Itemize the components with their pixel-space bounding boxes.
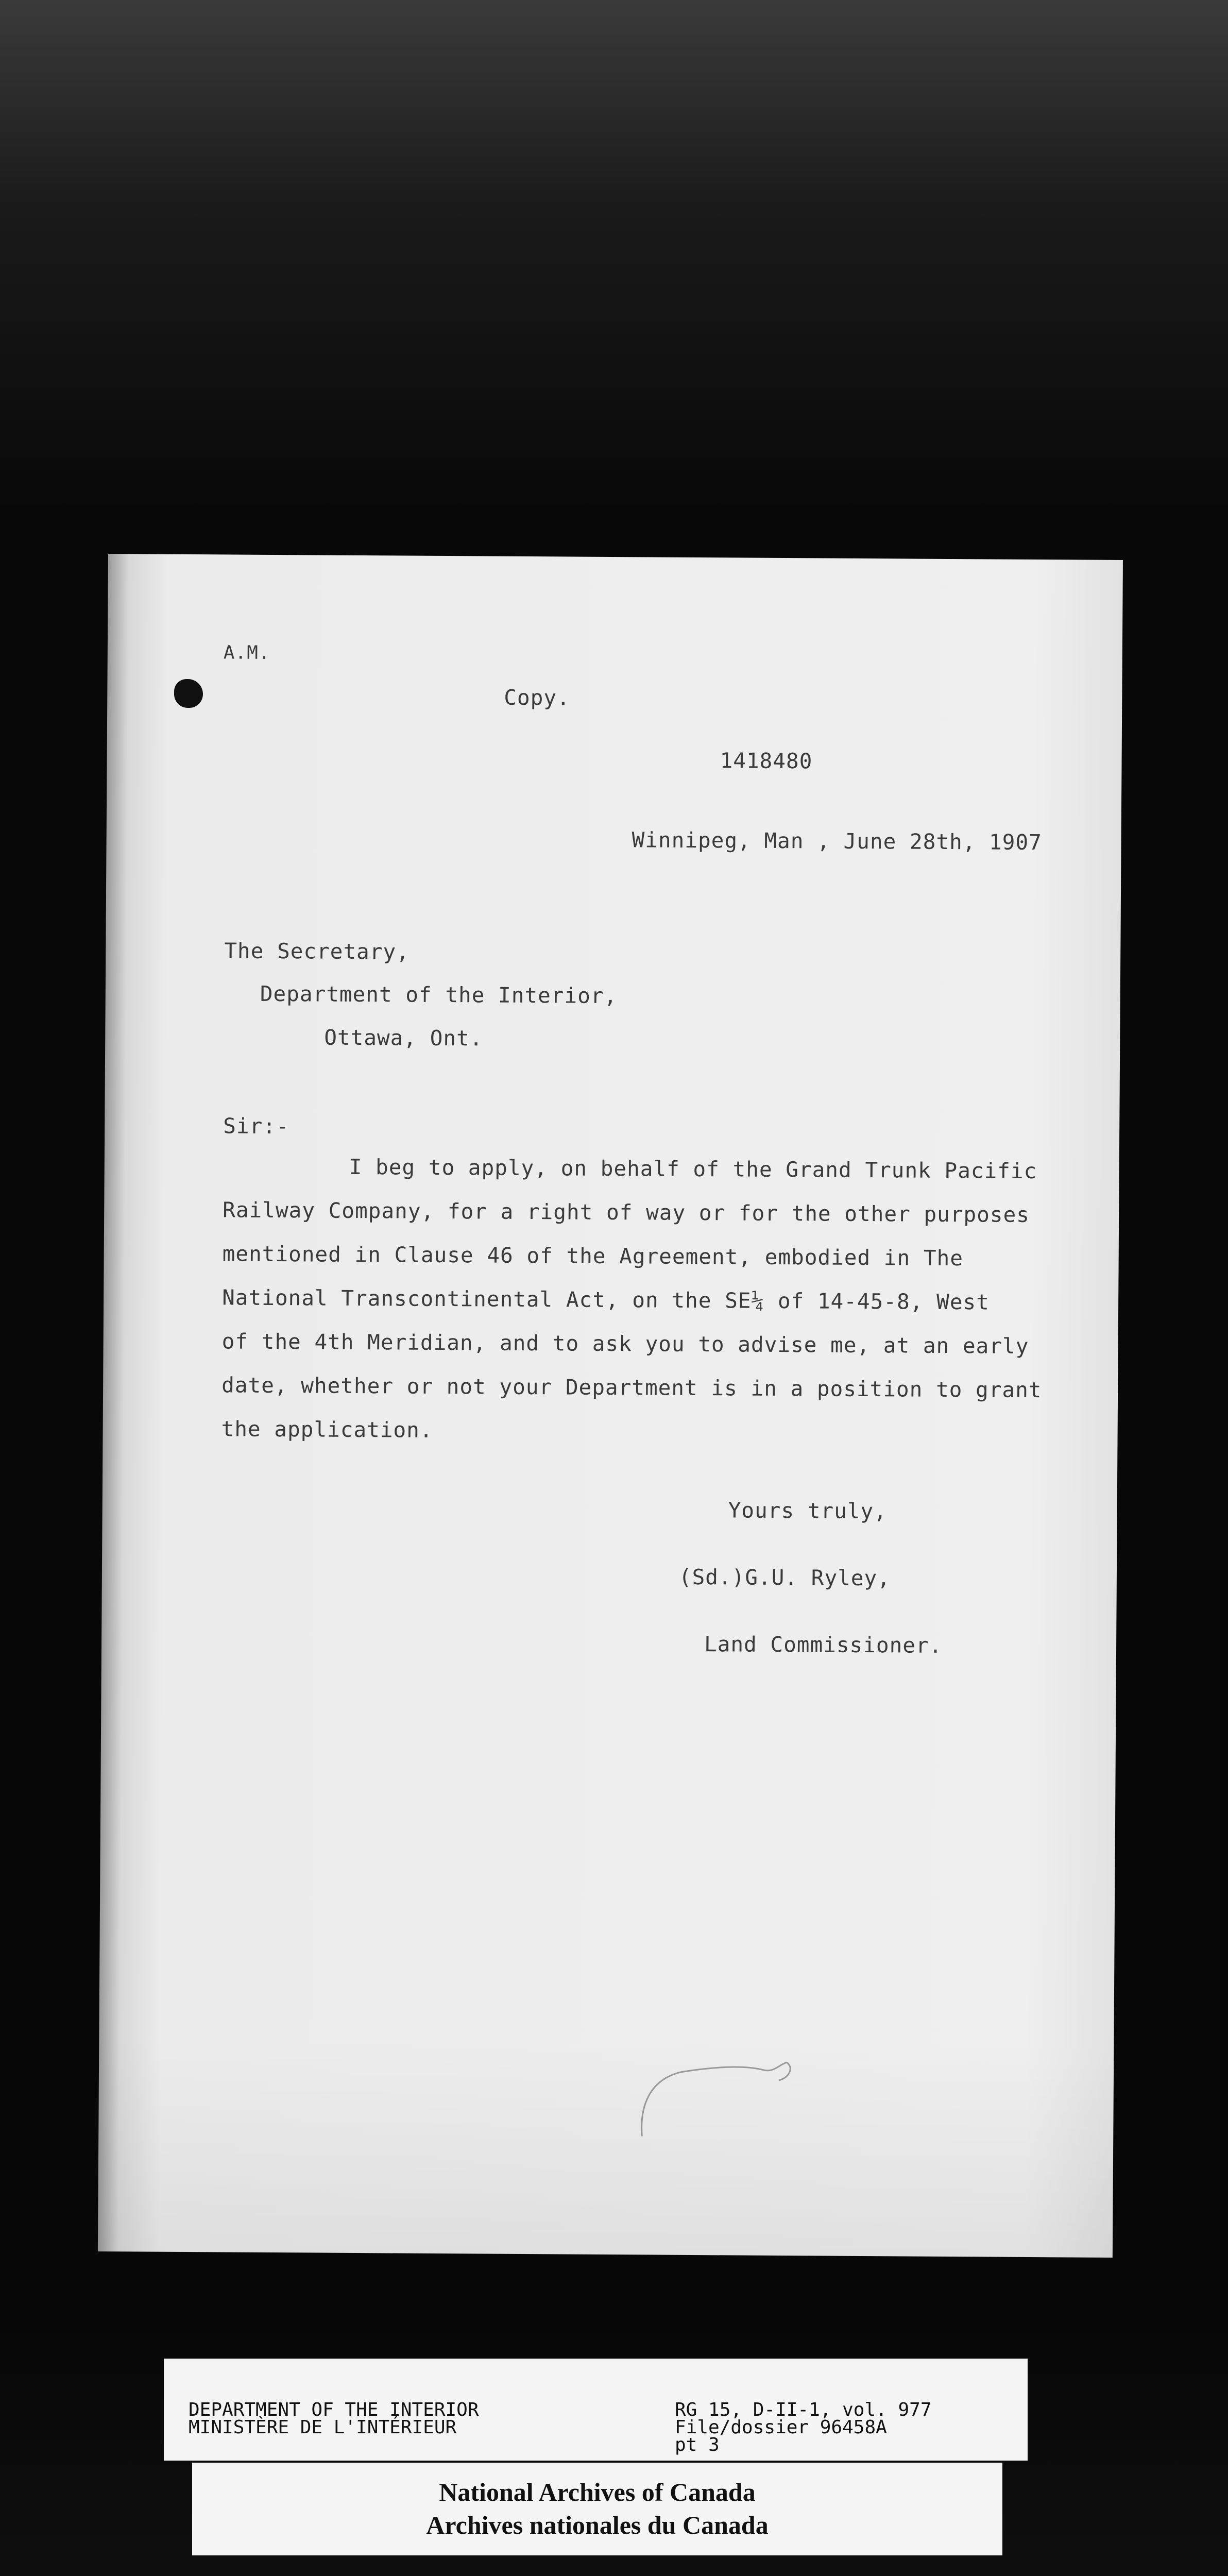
body-line: date, whether or not your Department is in a position to grant (221, 1372, 1042, 1403)
file-dossier-number: File/dossier 96458A (675, 2417, 887, 2438)
body-line: I beg to apply, on behalf of the Grand Trunk Pacific (349, 1154, 1037, 1184)
file-number: 1418480 (720, 748, 813, 774)
archives-name-label (192, 2463, 1002, 2555)
record-group-reference: RG 15, D-II-1, vol. 977 (675, 2399, 932, 2420)
signature: (Sd.)G.U. Ryley, (678, 1564, 891, 1591)
salutation: Sir:- (223, 1113, 289, 1139)
archives-name-french: Archives nationales du Canada (426, 2511, 769, 2539)
department-french: MINISTÈRE DE L'INTÉRIEUR (189, 2417, 457, 2438)
part-number: pt 3 (675, 2434, 720, 2455)
letter-page (98, 554, 1123, 2258)
place-date: Winnipeg, Man , June 28th, 1907 (632, 827, 1042, 855)
addressee-line-1: The Secretary, (224, 938, 410, 964)
body-line: the application. (221, 1416, 433, 1443)
pencil-mark-icon (639, 2048, 810, 2142)
addressee-line-3: Ottawa, Ont. (324, 1025, 483, 1051)
body-line: Railway Company, for a right of way or for the other purposes (223, 1197, 1030, 1227)
body-line: of the 4th Meridian, and to ask you to advise me, at an early (221, 1329, 1029, 1359)
archive-reference-label (164, 2359, 1028, 2461)
archives-name-english: National Archives of Canada (439, 2478, 756, 2506)
closing: Yours truly, (728, 1498, 888, 1524)
addressee-line-2: Department of the Interior, (260, 981, 618, 1009)
department-english: DEPARTMENT OF THE INTERIOR (189, 2399, 479, 2420)
signer-title: Land Commissioner. (704, 1632, 943, 1658)
body-line: National Transcontinental Act, on the SE¼ of 14-45-8, West (222, 1285, 990, 1315)
punch-hole-icon (174, 679, 203, 708)
copy-label: Copy. (504, 685, 570, 710)
body-line: mentioned in Clause 46 of the Agreement, embodied in The (222, 1241, 964, 1271)
initials: A.M. (223, 642, 270, 664)
